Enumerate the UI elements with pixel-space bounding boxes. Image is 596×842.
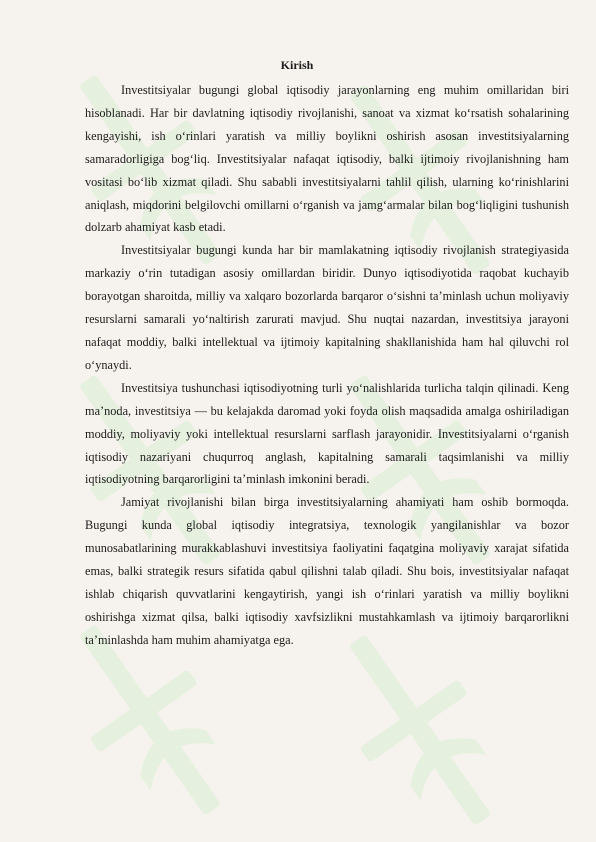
paragraph-3: Investitsiya tushunchasi iqtisodiyotning turli yo‘nalishlarida turlicha talqin qilinadi. Keng ma’noda, investitsiya — bu kelajakda daromad yoki foyda olish maqsadida amalga oshiriladigan moddiy, moliyaviy yoki intellektual resurslarni sarflash jarayonidir. Investitsiyalarni o‘rganish iqtisodiy nazariyani chuqurroq anglash, kapitalning samarali taqsimlanishi va milliy iqtisodiyotning barqarorligini ta’minlash imkonini beradi. xyxy=(85,380,569,487)
document-body xyxy=(85,56,569,652)
paragraph-1: Investitsiyalar bugungi global iqtisodiy jarayonlarning eng muhim omillaridan biri hisoblanadi. Har bir davlatning iqtisodiy rivojlanishi, sanoat va xizmat ko‘rsatish sohalarining kengayishi, ish o‘rinlari yaratish va milliy boylikni oshirish asosan investitsiyalarning samaradorligiga bog‘liq. Investitsiyalar nafaqat iqtisodiy, balki ijtimoiy rivojlanishning ham vositasi bo‘lib xizmat qiladi. Shu sababli investitsiyalarni tahlil qilish, ularning ko‘rinishlarini aniqlash, miqdorini belgilovchi omillarni o‘rganish va jamg‘armalar bilan bog‘liqligini tushunish dolzarb ahamiyat kasb etadi. xyxy=(85,83,569,235)
paragraph-2: Investitsiyalar bugungi kunda har bir mamlakatning iqtisodiy rivojlanish strategiyasida markaziy o‘rin tutadigan asosiy omillardan biridir. Dunyo iqtisodiyotida raqobat kuchayib borayotgan sharoitda, milliy va xalqaro bozorlarda barqaror o‘sishni ta’minlash uchun moliyaviy resurslarni samarali yo‘naltirish zarurati mavjud. Shu nuqtai nazardan, investitsiya jarayoni nafaqat moddiy, balki intellektual va ijtimoiy kapitalning shakllanishida ham hal qiluvchi rol o‘ynaydi. xyxy=(85,243,569,372)
paragraph-4: Jamiyat rivojlanishi bilan birga investitsiyalarning ahamiyati ham oshib bormoqda. Bugungi kunda global iqtisodiy integratsiya, texnologik yangilanishlar va bozor munosabatlarining murakkablashuvi investitsiya faoliyatini faqatgina moliyaviy xarajat sifatida emas, balki strategik resurs sifatida qabul qilishni talab qiladi. Shu bois, investitsiyalar nafaqat ishlab chiqarish quvvatlarini kengaytirish, yangi ish o‘rinlari yaratish va milliy boylikni oshirishga xizmat qilsa, balki iqtisodiy xavfsizlikni mustahkamlash va ijtimoiy barqarorlikni ta’minlashda ham muhim ahamiyatga ega. xyxy=(85,495,569,647)
page-title: Kirish xyxy=(280,58,314,72)
